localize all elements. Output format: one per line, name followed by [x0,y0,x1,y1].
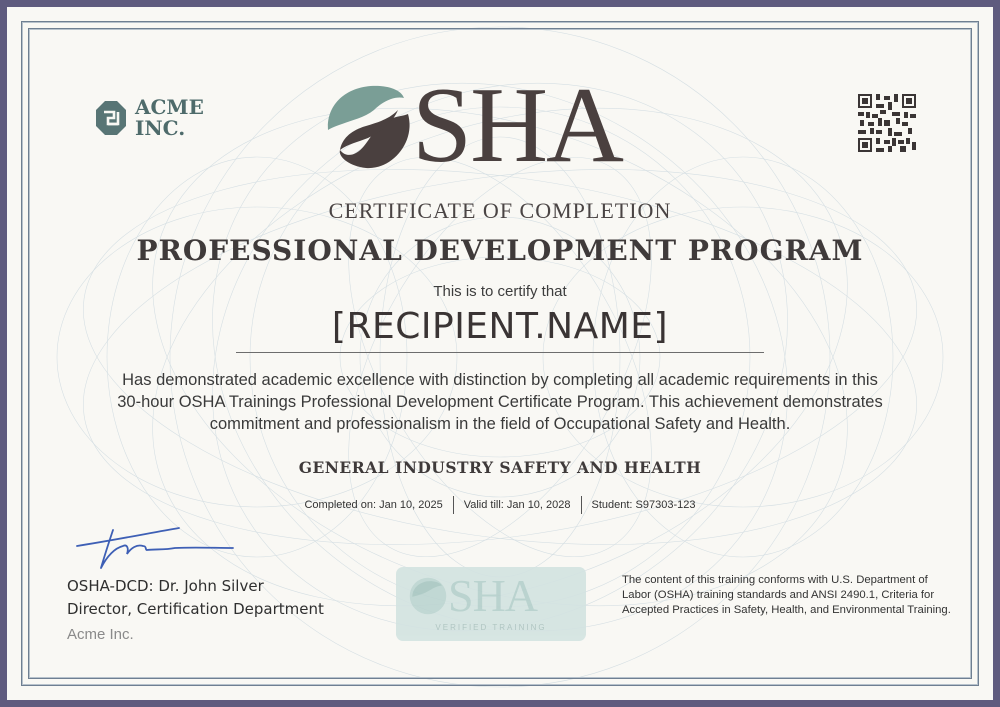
qr-code-icon[interactable] [858,94,916,152]
company-name-line2: INC. [135,116,186,140]
certificate-page [7,7,993,700]
certificate-subtitle: CERTIFICATE OF COMPLETION [328,198,672,223]
osha-logo [322,66,623,185]
acme-hexagon-icon [95,100,127,136]
meta-divider [453,496,454,514]
course-name: GENERAL INDUSTRY SAFETY AND HEALTH [298,458,702,477]
completed-date: Completed on: Jan 10, 2025 [304,499,443,511]
badge-logo-letters: SHA [448,570,538,621]
meta-divider [581,496,582,514]
certify-intro: This is to certify that [433,283,567,300]
verified-training-badge [396,567,586,641]
conformance-statement: The content of this training conforms with U.S. Department of Labor (OSHA) training standards and ANSI 2490.1, Criteria for Accepted Practices in Safety, Health, and Environmental Training. [622,574,951,616]
badge-subtitle: VERIFIED TRAINING [435,623,547,632]
recipient-name: [RECIPIENT.NAME] [331,306,669,347]
signatory-title: Director, Certification Department [67,600,324,618]
company-name-line1: ACME [135,95,204,119]
student-id: Student: S97303-123 [591,499,696,511]
osha-logo-letters: SHA [412,66,623,185]
leaf-swoosh-icon [322,80,414,172]
program-title: PROFESSIONAL DEVELOPMENT PROGRAM [136,234,864,267]
signatory-organization: Acme Inc. [67,626,134,643]
signatory-name: OSHA-DCD: Dr. John Silver [67,577,264,595]
signature-icon [75,512,245,572]
certificate-body-text: Has demonstrated academic excellence with distinction by completing all academic requirements in this 30-hour OSHA Trainings Professional Development Certificate Program. This achievement demonstrates commitment and professionalism in the field of Occupational Safety and Health. [117,371,883,433]
signatory-block [67,575,324,621]
company-logo [95,97,204,139]
valid-till-date: Valid till: Jan 10, 2028 [463,499,571,511]
recipient-underline [236,352,764,353]
badge-leaf-icon [408,576,448,616]
